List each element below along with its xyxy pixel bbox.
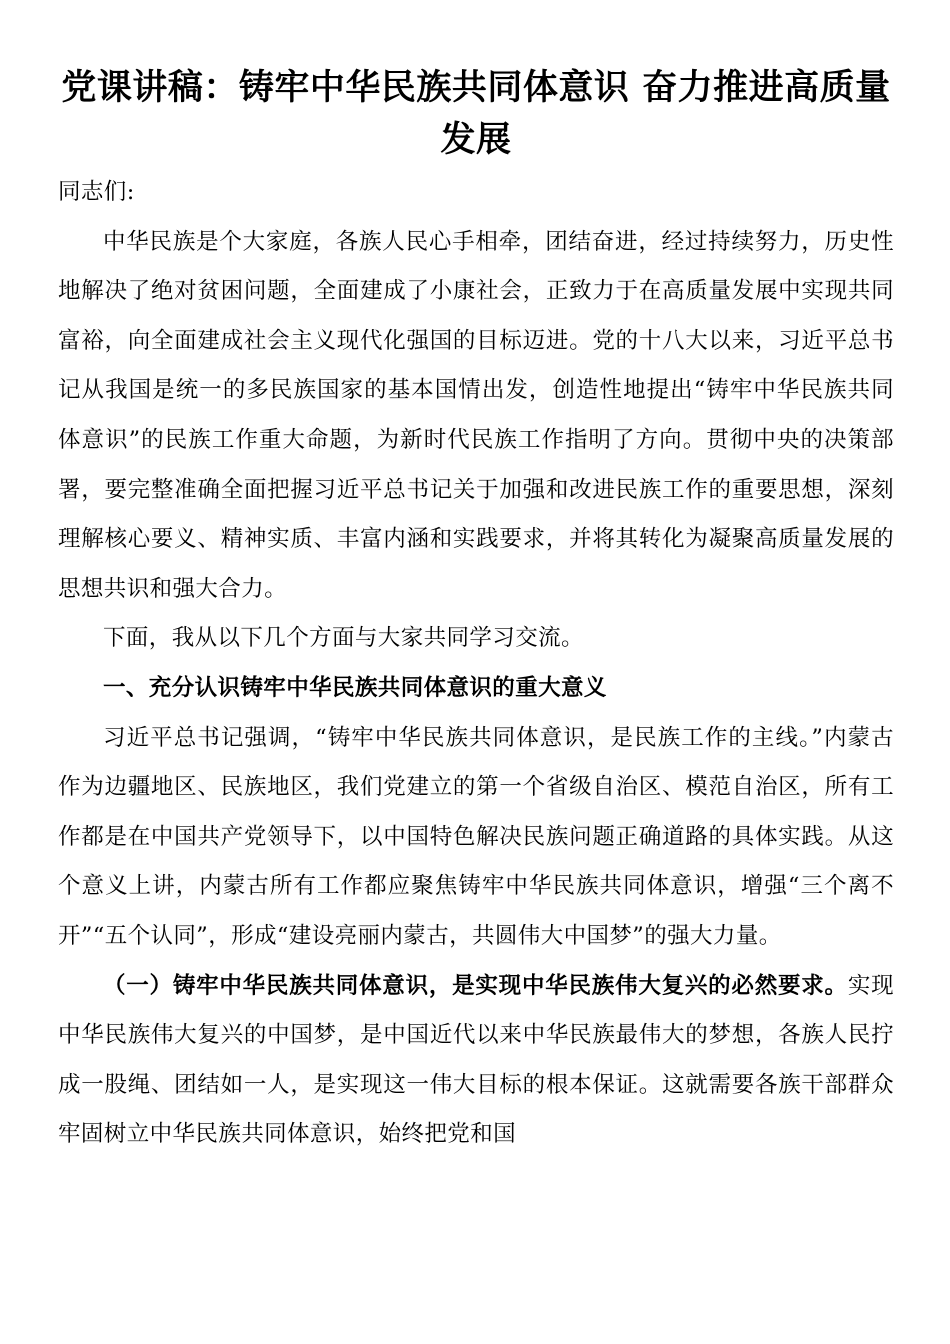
subsection-1-lead: （一）铸牢中华民族共同体意识，是实现中华民族伟大复兴的必然要求。 [103,972,848,999]
paragraph-transition: 下面，我从以下几个方面与大家共同学习交流。 [103,625,584,652]
paragraph-intro: 中华民族是个大家庭，各族人民心手相牵，团结奋进，经过持续努力，历史性地解决了绝对贫困问题，全面建成了小康社会，正致力于在高质量发展中实现共同富裕，向全面建成社会主义现代化强国的目标迈进。党的十八大以来，习近平总书记从我国是统一的多民族国家的基本国情出发，创造性地提出“铸牢中华民族共同体意识”的民族工作重大命题，为新时代民族工作指明了方向。贯彻中央的决策部署，要完整准确全面把握习近平总书记关于加强和改进民族工作的重要思想，深刻理解核心要义、精神实质、丰富内涵和实践要求，并将其转化为凝聚高质量发展的思想共识和强大合力。 [58,228,894,602]
section-heading-1: 一、充分认识铸牢中华民族共同体意识的重大意义 [103,674,607,701]
document-title: 党课讲稿：铸牢中华民族共同体意识 奋力推进高质量发展 [61,68,891,160]
subsection-1-text: 实现中华民族伟大复兴的中国梦，是中国近代以来中华民族最伟大的梦想，各族人民拧成一股绳、团结如一人，是实现这一伟大目标的根本保证。这就需要各族干部群众牢固树立中华民族共同体意识，始终把党和国 [58,972,894,1148]
salutation: 同志们: [58,179,135,205]
paragraph-subsection-1 [58,962,894,1160]
document-page [58,0,894,1160]
document-body [58,168,894,1160]
paragraph-section-1: 习近平总书记强调，“铸牢中华民族共同体意识，是民族工作的主线。”内蒙古作为边疆地区、民族地区，我们党建立的第一个省级自治区、模范自治区，所有工作都是在中国共产党领导下，以中国特色解决民族问题正确道路的具体实践。从这个意义上讲，内蒙古所有工作都应聚焦铸牢中华民族共同体意识，增强“三个离不开”“五个认同”，形成“建设亮丽内蒙古，共圆伟大中国梦”的强大力量。 [58,724,894,949]
